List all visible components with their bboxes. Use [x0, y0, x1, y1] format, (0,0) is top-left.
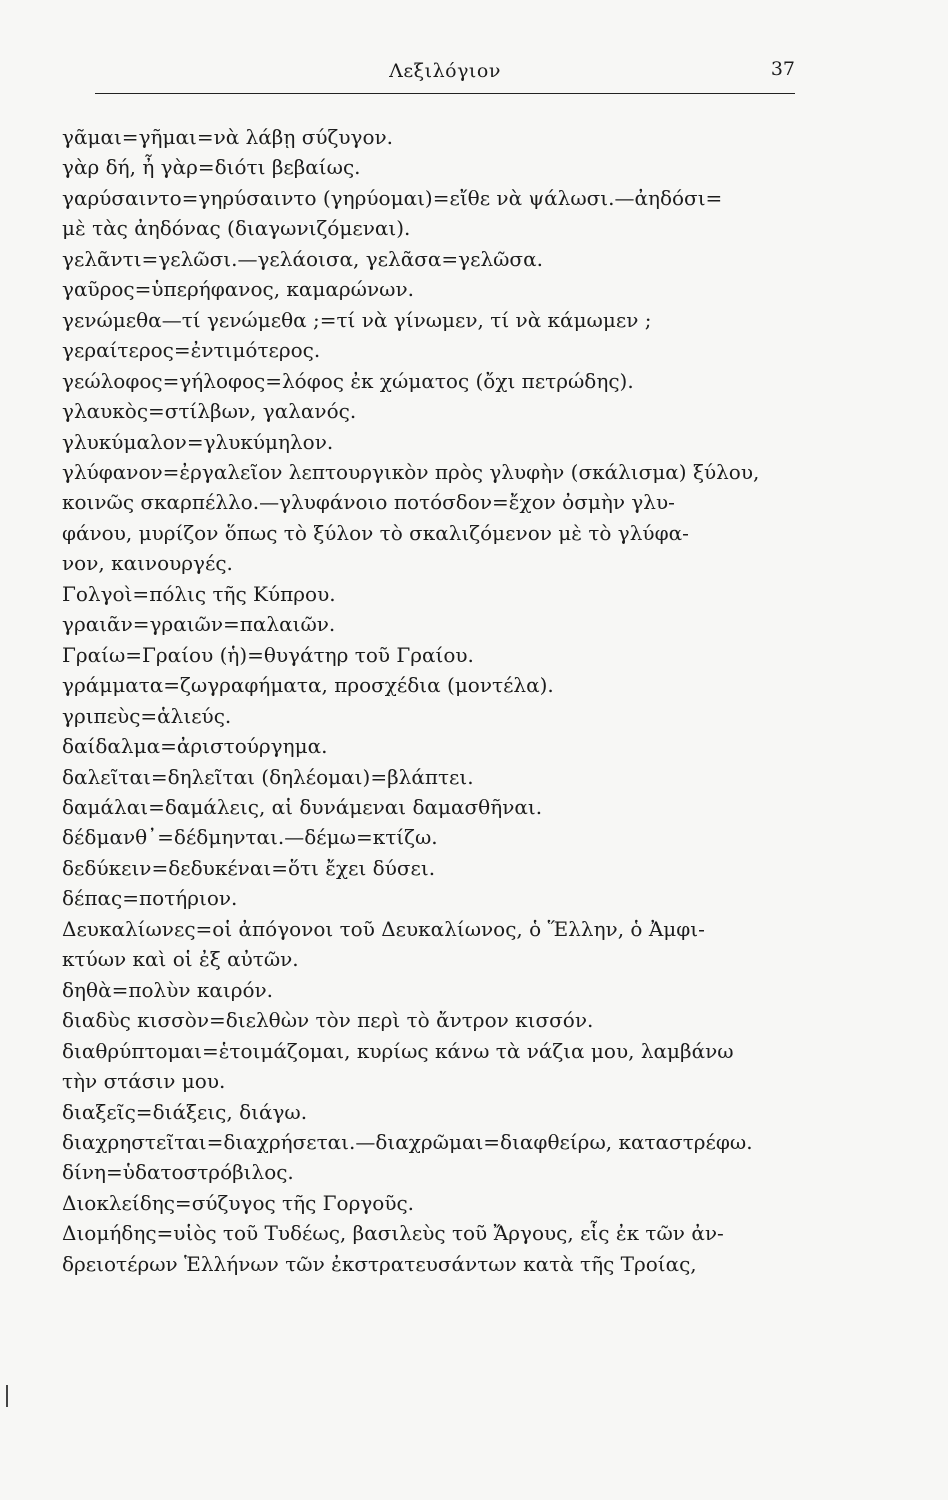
- entry-continuation: δρειοτέρων Ἑλλήνων τῶν ἐκστρατευσάντων κατὰ τῆς Τροίας,: [62, 1251, 697, 1276]
- entry-text: γράμματα=ζωγραφήματα, προσχέδια (μοντέλα).: [62, 673, 554, 698]
- glossary-entry: [62, 183, 802, 244]
- glossary-entry: [62, 883, 802, 913]
- glossary-entry: [62, 670, 802, 700]
- glossary-entry: [62, 305, 802, 335]
- entry-text: δέπας=ποτήριον.: [62, 886, 238, 911]
- running-title: Λεξιλόγιον: [389, 60, 501, 82]
- glossary-entry: [62, 1097, 802, 1127]
- glossary-entry: [62, 1005, 802, 1035]
- glossary-entry: [62, 640, 802, 670]
- entry-text: Διομήδης=υἱὸς τοῦ Τυδέως, βασιλεὺς τοῦ Ἄργους, εἷς ἐκ τῶν ἀν-: [62, 1221, 724, 1246]
- glossary-entry: [62, 1157, 802, 1187]
- glossary-entry: [62, 975, 802, 1005]
- entry-text: Δευκαλίωνες=οἱ ἀπόγονοι τοῦ Δευκαλίωνος, ὁ Ἕλλην, ὁ Ἀμφι-: [62, 916, 705, 941]
- glossary-entry: [62, 792, 802, 822]
- entry-text: δαίδαλμα=ἀριστούργημα.: [62, 734, 328, 759]
- entry-text: γλαυκὸς=στίλβων, γαλανός.: [62, 399, 357, 424]
- entry-text: γὰρ δή, ἦ γὰρ=διότι βεβαίως.: [62, 155, 361, 180]
- entry-continuation: φάνου, μυρίζον ὅπως τὸ ξύλον τὸ σκαλιζόμενον μὲ τὸ γλύφα-: [62, 520, 689, 545]
- entry-text: διαχρηστεῖται=διαχρήσεται.—διαχρῶμαι=διαφθείρω, καταστρέφω.: [62, 1129, 753, 1154]
- glossary-entry: [62, 396, 802, 426]
- entry-continuation: μὲ τὰς ἀηδόνας (διαγωνιζόμεναι).: [62, 216, 411, 241]
- glossary-entry: [62, 457, 802, 579]
- entry-continuation: κοινῶς σκαρπέλλο.—γλυφάνοιο ποτόσδον=ἔχον ὀσμὴν γλυ-: [62, 490, 675, 515]
- glossary-entry: [62, 366, 802, 396]
- glossary-entry: [62, 914, 802, 975]
- glossary-entry: [62, 1127, 802, 1157]
- entry-text: γεραίτερος=ἐντιμότερος.: [62, 338, 321, 363]
- entry-text: δαλεῖται=δηλεῖται (δηλέομαι)=βλάπτει.: [62, 764, 474, 789]
- entry-text: γελᾶντι=γελῶσι.—γελάοισα, γελᾶσα=γελῶσα.: [62, 246, 543, 271]
- entry-continuation: κτύων καὶ οἱ ἐξ αὐτῶν.: [62, 947, 299, 972]
- glossary-entry: [62, 609, 802, 639]
- header-rule: [95, 93, 795, 94]
- glossary-entry: [62, 1036, 802, 1097]
- glossary-entry: [62, 731, 802, 761]
- page-number: 37: [770, 58, 795, 80]
- entry-text: γᾶμαι=γῆμαι=νὰ λάβῃ σύζυγον.: [62, 125, 394, 149]
- entry-text: γαρύσαιντο=γηρύσαιντο (γηρύομαι)=εἴθε νὰ ψάλωσι.—ἀηδόσι=: [62, 185, 723, 210]
- entry-text: γεώλοφος=γήλοφος=λόφος ἐκ χώματος (ὄχι πετρώδης).: [62, 368, 634, 393]
- page-header: [95, 58, 795, 88]
- entry-text: γραιᾶν=γραιῶν=παλαιῶν.: [62, 612, 336, 637]
- margin-mark: [6, 1385, 8, 1407]
- glossary-entry: [62, 822, 802, 852]
- entry-text: δίνη=ὑδατοστρόβιλος.: [62, 1160, 294, 1185]
- entry-text: δηθὰ=πολὺν καιρόν.: [62, 977, 274, 1002]
- entry-text: δέδμανθ᾽=δέδμηνται.—δέμω=κτίζω.: [62, 825, 438, 850]
- glossary-entry: [62, 335, 802, 365]
- entry-text: διαδὺς κισσὸν=διελθὼν τὸν περὶ τὸ ἄντρον κισσόν.: [62, 1008, 594, 1033]
- glossary-entry: [62, 1188, 802, 1218]
- entry-text: Γραίω=Γραίου (ἡ)=θυγάτηρ τοῦ Γραίου.: [62, 642, 474, 667]
- glossary-entry: [62, 701, 802, 731]
- entry-text: δεδύκειν=δεδυκέναι=ὅτι ἔχει δύσει.: [62, 855, 436, 880]
- glossary-entry: [62, 853, 802, 883]
- entry-continuation: τὴν στάσιν μου.: [62, 1069, 226, 1094]
- glossary-entry: [62, 579, 802, 609]
- glossary-entry: [62, 244, 802, 274]
- entry-text: γλυκύμαλον=γλυκύμηλον.: [62, 429, 334, 454]
- glossary-entry: [62, 152, 802, 182]
- entry-text: διαθρύπτομαι=ἑτοιμάζομαι, κυρίως κάνω τὰ νάζια μου, λαμβάνω: [62, 1038, 734, 1063]
- glossary-entry: [62, 427, 802, 457]
- entry-text: Διοκλείδης=σύζυγος τῆς Γοργοῦς.: [62, 1190, 415, 1215]
- entry-text: γαῦρος=ὑπερήφανος, καμαρώνων.: [62, 277, 414, 302]
- glossary-entry: [62, 274, 802, 304]
- glossary-entry: [62, 122, 802, 152]
- glossary-entries: [62, 122, 802, 1279]
- glossary-entry: [62, 762, 802, 792]
- entry-continuation: νον, καινουργές.: [62, 551, 233, 576]
- entry-text: γλύφανον=ἐργαλεῖον λεπτουργικὸν πρὸς γλυφὴν (σκάλισμα) ξύλου,: [62, 459, 760, 484]
- entry-text: διαξεῖς=διάξεις, διάγω.: [62, 1099, 308, 1124]
- entry-text: γριπεὺς=ἁλιεύς.: [62, 703, 232, 728]
- entry-text: δαμάλαι=δαμάλεις, αἱ δυνάμεναι δαμασθῆναι.: [62, 794, 543, 819]
- glossary-entry: [62, 1218, 802, 1279]
- entry-text: γενώμεθα—τί γενώμεθα ;=τί νὰ γίνωμεν, τί νὰ κάμωμεν ;: [62, 307, 652, 332]
- entry-text: Γολγοὶ=πόλις τῆς Κύπρου.: [62, 581, 336, 606]
